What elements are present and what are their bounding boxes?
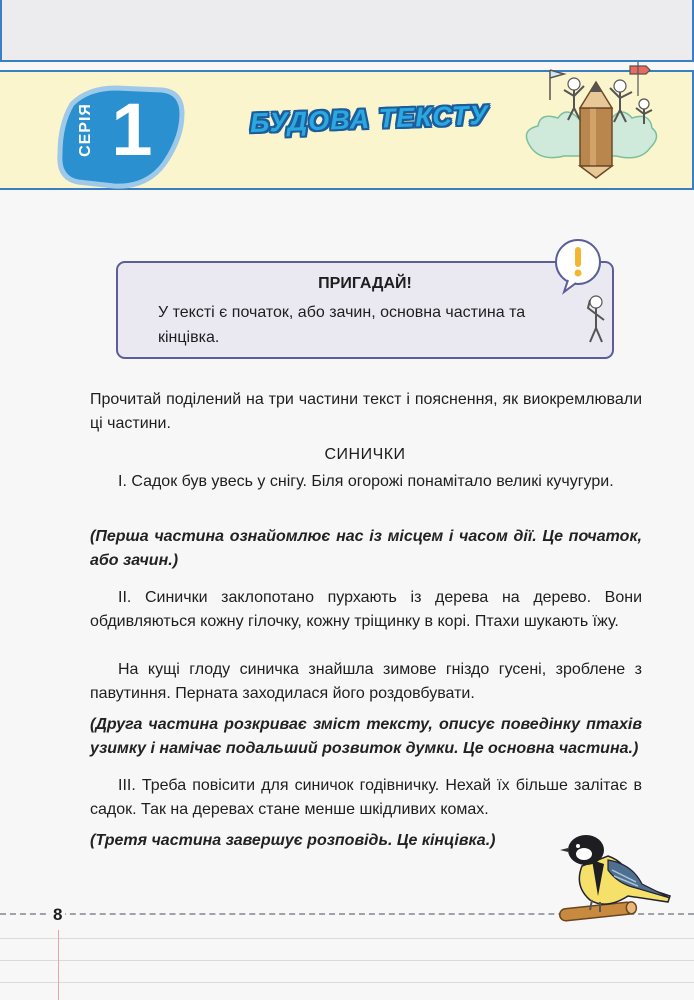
- series-number: 1: [111, 88, 153, 171]
- top-band: [0, 0, 694, 62]
- pencil-team-illustration: [520, 56, 660, 180]
- titmouse-bird-illustration: [552, 826, 676, 928]
- story-title: СИНИЧКИ: [324, 446, 406, 463]
- series-label: СЕРІЯ: [77, 103, 94, 157]
- remember-text: У тексті є початок, або зачин, основна частина та кінцівка.: [158, 304, 526, 346]
- remember-box: [116, 261, 614, 359]
- lesson-title: БУДОВА ТЕКСТУ: [249, 99, 490, 139]
- note-part-1: (Перша частина ознайомлює нас із місцем і часом дії. Це початок, або зачин.): [90, 528, 642, 569]
- task-intro: Прочитай поділений на три частини текст і пояснення, як виокремлювали ці частини.: [90, 391, 642, 432]
- ruled-line: [0, 960, 694, 961]
- story-part-3: ІІІ. Треба повісити для синичок годівничку. Нехай їх більше залітає в садок. Так на деревах стане менше шкідливих комах.: [90, 777, 642, 818]
- thinking-figure-icon: [544, 236, 616, 346]
- story-part-2-a: ІІ. Синички заклопотано пурхають із дерева на дерево. Вони обдивляються кожну гілочку, кожну тріщинку в корі. Птахи шукають їжу.: [90, 589, 642, 630]
- margin-line: [58, 930, 59, 1000]
- note-part-2: (Друга частина розкриває зміст тексту, описує поведінку птахів узимку і намічає подальший розвиток думки. Це основна частина.): [90, 716, 642, 757]
- ruled-line: [0, 982, 694, 983]
- page-number: 8: [50, 905, 65, 925]
- note-part-3: (Третя частина завершує розповідь. Це кінцівка.): [90, 832, 496, 849]
- story-part-1: І. Садок був увесь у снігу. Біля огорожі понамітало великі кучугури.: [118, 473, 614, 490]
- remember-title: ПРИГАДАЙ!: [318, 275, 412, 292]
- ruled-line: [0, 938, 694, 939]
- story-part-2-b: На кущі глоду синичка знайшла зимове гніздо гусені, зроблене з павутиння. Перната заходилася його роздовбувати.: [90, 661, 642, 702]
